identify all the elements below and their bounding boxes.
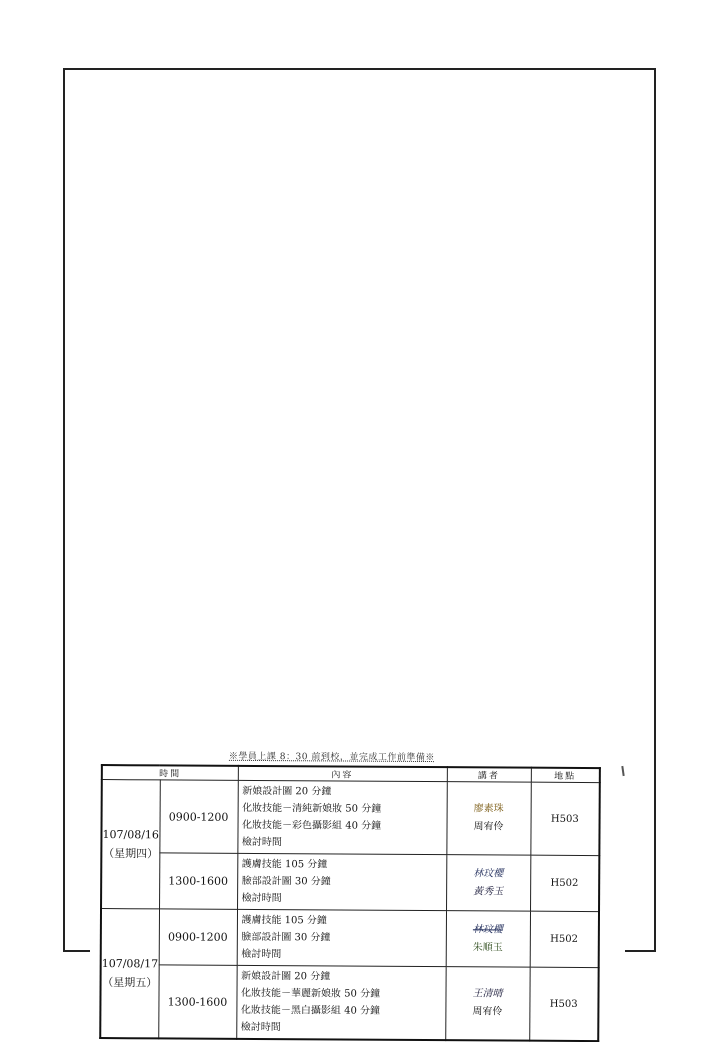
lecturer-signature: 朱順玉 xyxy=(472,941,503,953)
room-cell: H503 xyxy=(530,782,599,855)
room-cell: H502 xyxy=(530,855,599,911)
weekday: （星期五） xyxy=(102,976,158,990)
lecturer-cell xyxy=(445,967,529,1041)
schedule-table xyxy=(99,764,601,1042)
lecturer-signature: 林玟櫻 xyxy=(472,923,503,935)
date: 107/08/16 xyxy=(102,828,159,842)
weekday: （星期四） xyxy=(103,847,159,861)
content-line: 化妝技能－黑白攝影組 40 分鐘 xyxy=(240,1004,381,1017)
arrival-notice: ※學員上課 8：30 前到校，並完成工作前準備※ xyxy=(228,751,435,764)
lecturer-signature: 王清晴 xyxy=(472,988,503,1000)
lecturer-name: 周宥伶 xyxy=(472,1006,503,1018)
content-line: 化妝技能－彩色攝影組 40 分鐘 xyxy=(242,819,382,832)
content-line: 新娘設計圖 20 分鐘 xyxy=(241,970,331,983)
header-lecturer: 講者 xyxy=(447,767,531,782)
time-slot: 1300-1600 xyxy=(159,853,237,909)
content-line: 檢討時間 xyxy=(240,1021,281,1034)
header-room: 地點 xyxy=(531,768,600,783)
date-cell xyxy=(100,909,159,1039)
session-content xyxy=(237,909,446,966)
content-line: 化妝技能－清純新娘妝 50 分鐘 xyxy=(242,802,382,815)
lecturer-name: 周宥伶 xyxy=(473,821,504,833)
lecturer-cell xyxy=(446,911,530,968)
session-content xyxy=(237,853,446,910)
date-cell xyxy=(101,780,160,909)
content-line: 臉部設計圖 30 分鐘 xyxy=(241,875,331,888)
scanned-schedule xyxy=(93,748,605,1034)
room-cell: H502 xyxy=(530,911,599,967)
content-line: 檢討時間 xyxy=(241,948,282,961)
content-line: 新娘設計圖 20 分鐘 xyxy=(242,785,332,798)
lecturer-cell xyxy=(446,782,530,856)
time-slot: 1300-1600 xyxy=(158,965,236,1039)
lecturer-signature: 廖素珠 xyxy=(473,803,504,815)
lecturer-cell xyxy=(446,855,530,912)
content-line: 臉部設計圖 30 分鐘 xyxy=(241,931,331,944)
table-row xyxy=(100,965,598,1042)
time-slot: 0900-1200 xyxy=(159,909,237,965)
session-content xyxy=(237,780,446,854)
header-time: 時間 xyxy=(102,765,238,780)
content-line: 檢討時間 xyxy=(241,836,282,849)
date: 107/08/17 xyxy=(101,957,159,971)
content-line: 護膚技能 105 分鐘 xyxy=(241,914,327,927)
session-content xyxy=(236,965,445,1040)
content-line: 化妝技能－華麗新娘妝 50 分鐘 xyxy=(240,987,381,1000)
room-cell: H503 xyxy=(529,967,598,1041)
table-row xyxy=(101,909,599,968)
content-line: 護膚技能 105 分鐘 xyxy=(241,858,328,871)
lecturer-signature: 林玟櫻 xyxy=(473,867,504,879)
content-line: 檢討時間 xyxy=(241,892,282,905)
table-row xyxy=(101,780,599,856)
time-slot: 0900-1200 xyxy=(159,780,237,853)
header-content: 內容 xyxy=(238,766,447,782)
table-row xyxy=(101,853,599,912)
lecturer-signature: 黃秀玉 xyxy=(473,885,504,897)
